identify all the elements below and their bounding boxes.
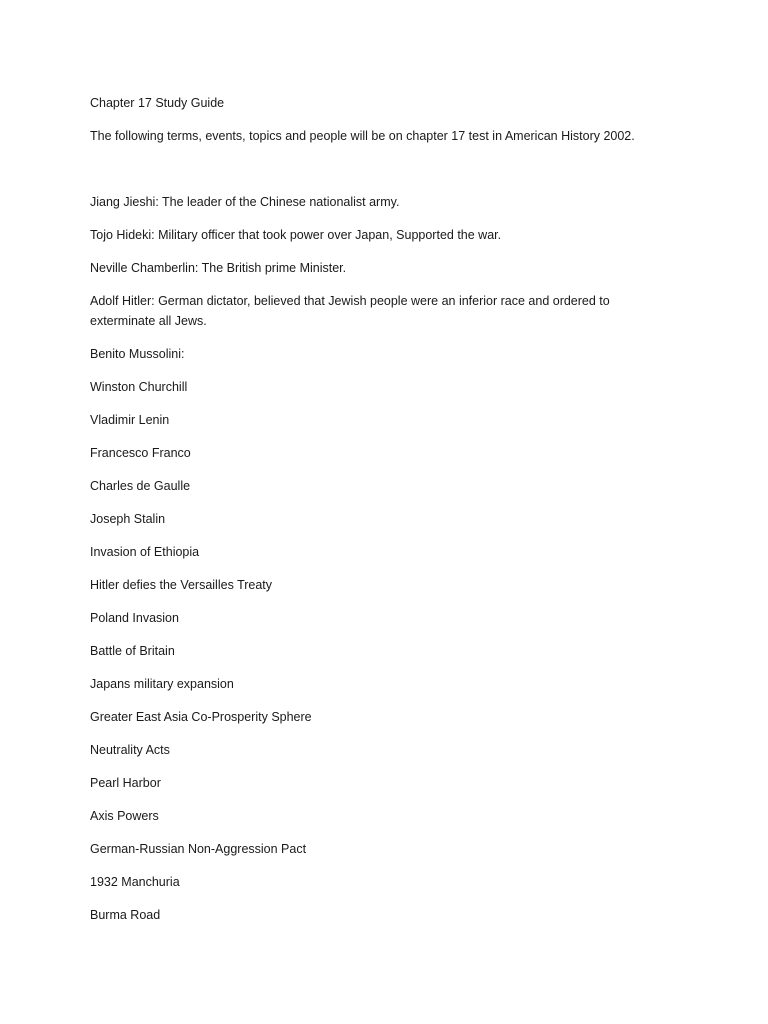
study-item: Francesco Franco [90,446,191,460]
study-item: Jiang Jieshi: The leader of the Chinese nationalist army. [90,195,400,209]
study-item: Battle of Britain [90,644,175,658]
study-item: Greater East Asia Co-Prosperity Sphere [90,710,312,724]
study-item: German-Russian Non-Aggression Pact [90,842,307,856]
document-title: Chapter 17 Study Guide [90,96,225,110]
study-item: Hitler defies the Versailles Treaty [90,578,273,592]
document-intro: The following terms, events, topics and people will be on chapter 17 test in American History 2002. [90,129,635,143]
study-item: Charles de Gaulle [90,479,191,493]
study-item: Pearl Harbor [90,776,161,790]
study-item-list [90,192,660,925]
paragraph-gap [90,146,660,192]
study-item: 1932 Manchuria [90,875,180,889]
study-item: Burma Road [90,908,161,922]
study-item: Adolf Hitler: German dictator, believed that Jewish people were an inferior race and ordered to exterminate all Jews. [90,294,610,328]
study-item: Japans military expansion [90,677,234,691]
study-item: Neutrality Acts [90,743,170,757]
document-body [90,93,660,938]
study-item: Invasion of Ethiopia [90,545,200,559]
study-item: Winston Churchill [90,380,188,394]
study-item: Joseph Stalin [90,512,166,526]
study-item: Vladimir Lenin [90,413,170,427]
study-item: Neville Chamberlin: The British prime Minister. [90,261,347,275]
study-item: Poland Invasion [90,611,179,625]
study-item: Axis Powers [90,809,159,823]
study-item: Tojo Hideki: Military officer that took power over Japan, Supported the war. [90,228,502,242]
study-item: Benito Mussolini: [90,347,185,361]
